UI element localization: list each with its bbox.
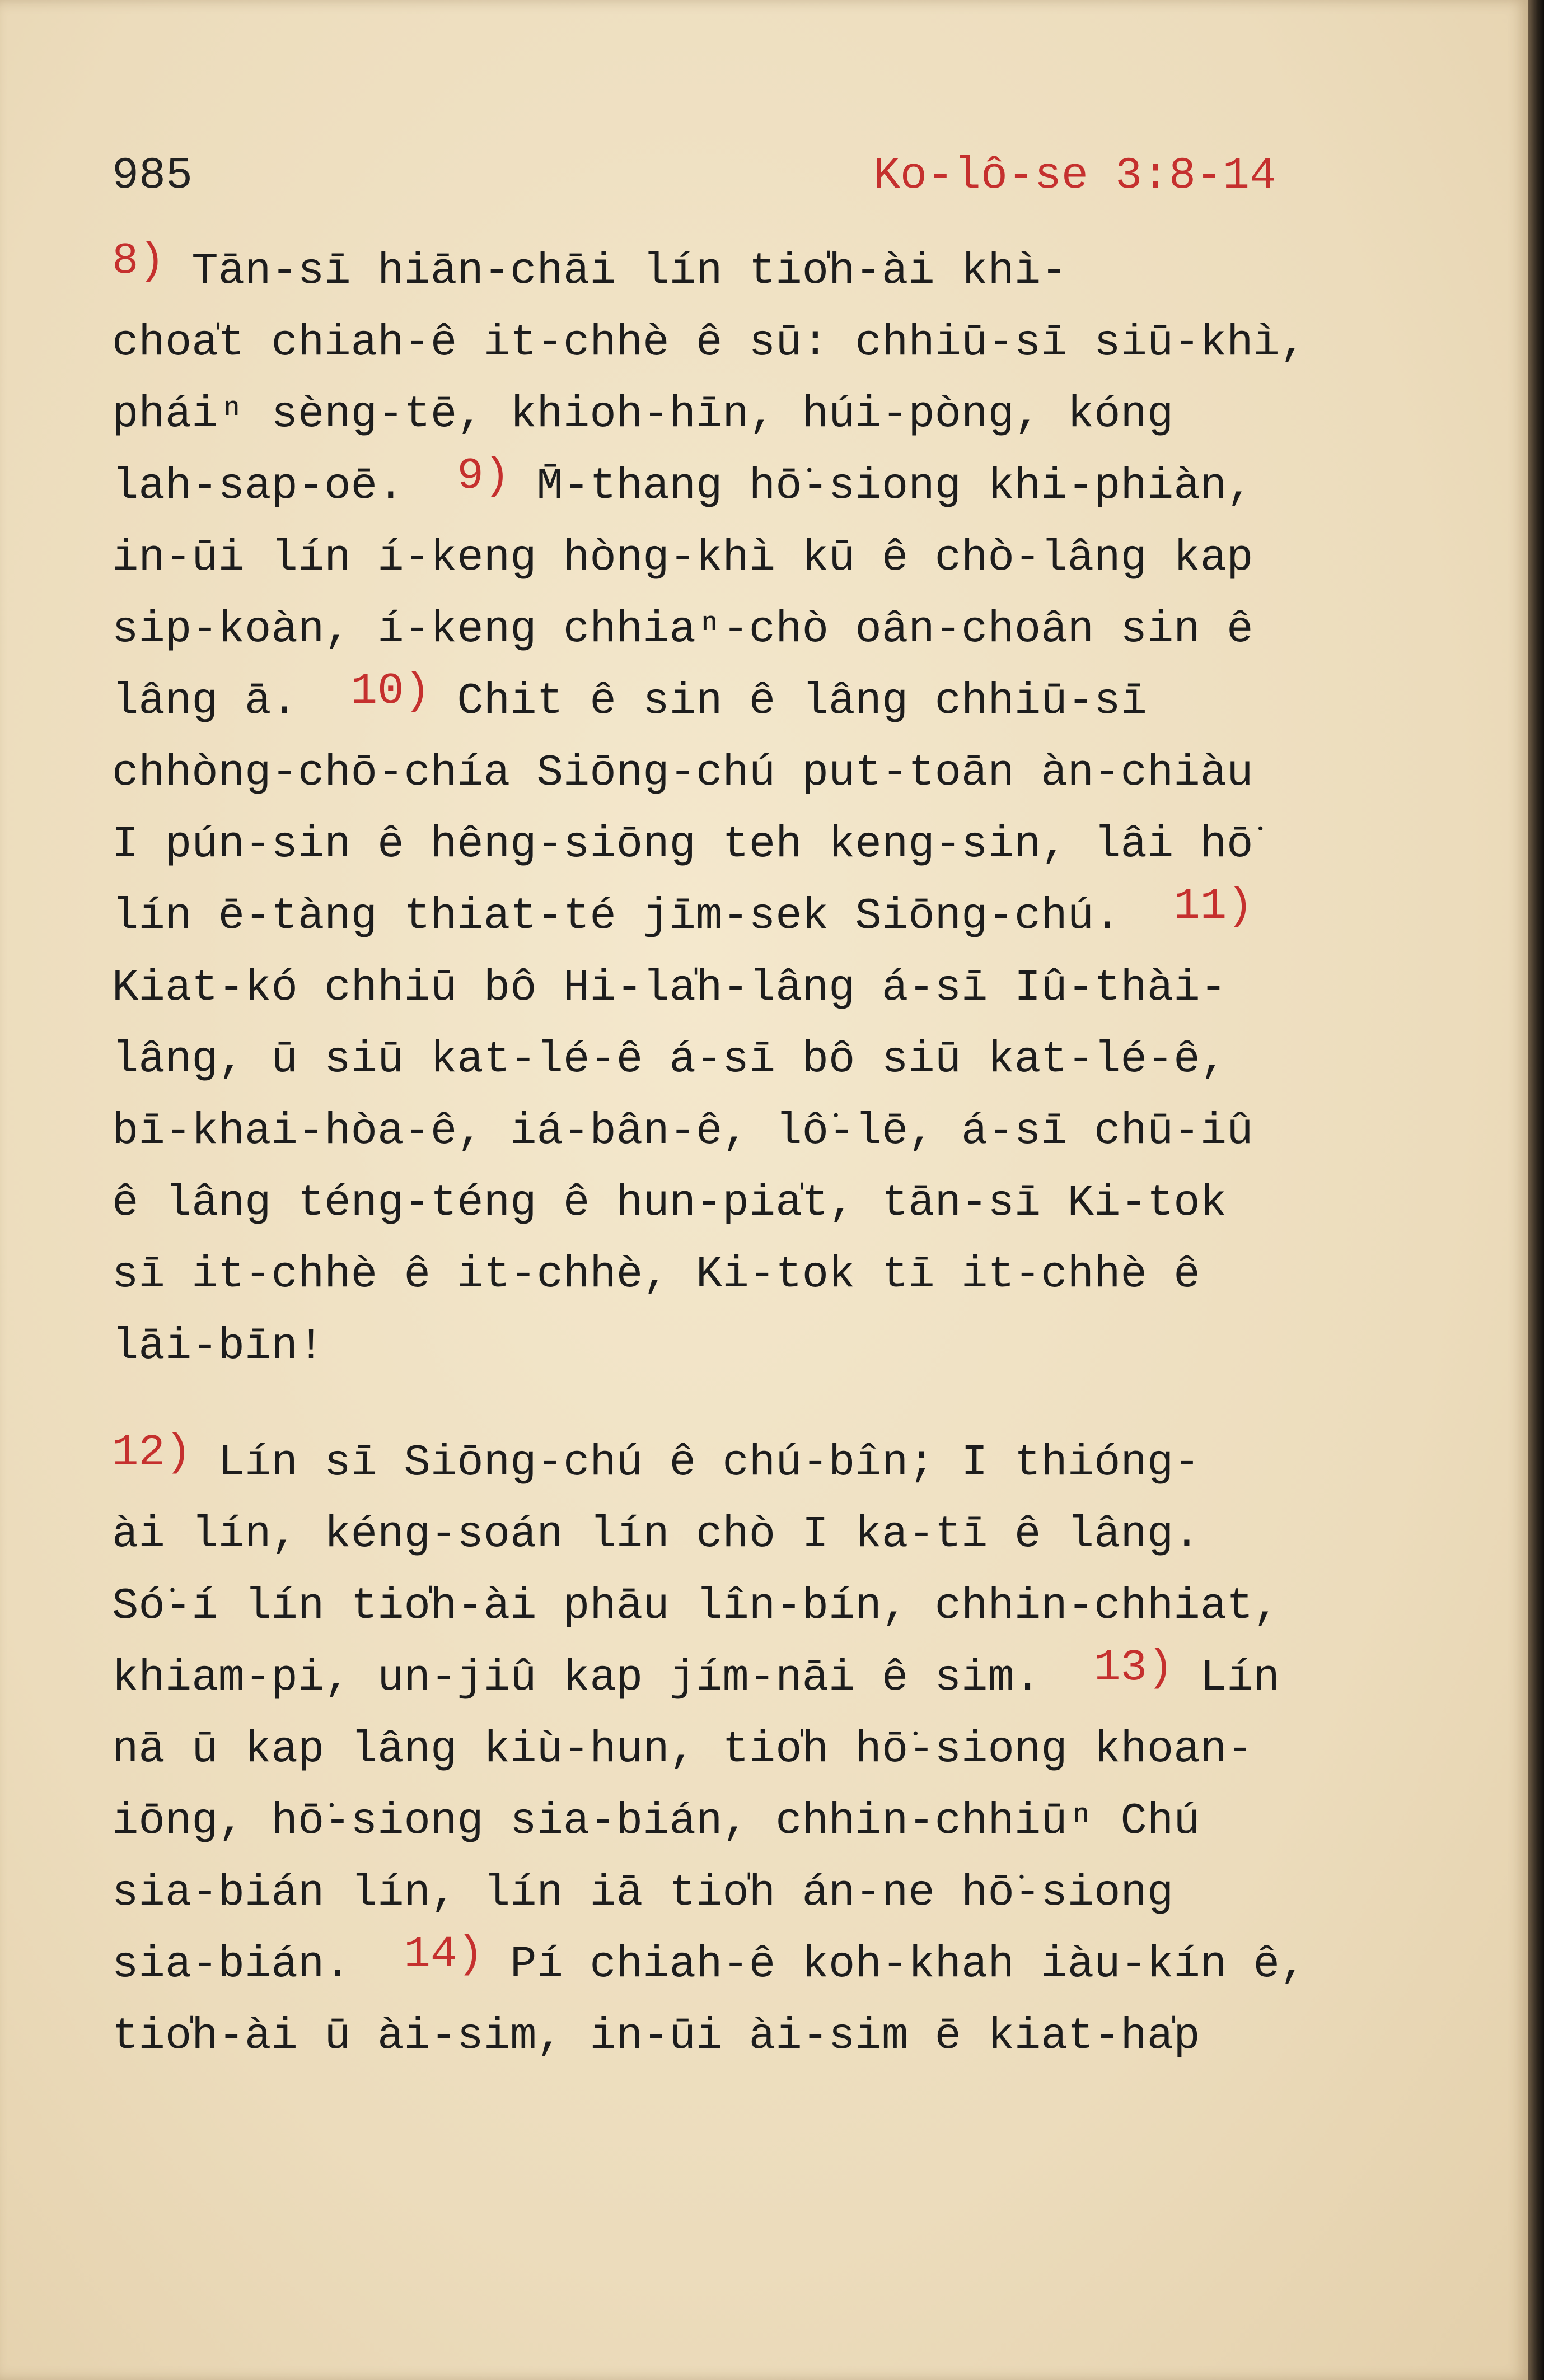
text-line <box>112 1714 1400 1785</box>
verse-text-segment: Lín <box>1173 1653 1280 1703</box>
text-line <box>112 522 1400 594</box>
verse-text-segment: iōng, hō͘-siong sia-bián, chhin-chhiūⁿ Chú <box>112 1796 1200 1846</box>
verse-text-segment: M̄-thang hō͘-siong khi-phiàn, <box>510 461 1253 511</box>
text-line <box>112 450 1400 522</box>
verse-number: 8) <box>112 236 165 286</box>
verse-text-segment: sip-koàn, í-keng chhiaⁿ-chò oân-choân sin ê <box>112 604 1253 655</box>
text-line <box>112 809 1400 880</box>
verse-text-segment: ài lín, kéng-soán lín chò I ka-tī ê lâng. <box>112 1509 1200 1560</box>
text-line <box>112 1239 1400 1310</box>
text-line <box>112 952 1400 1024</box>
text-line <box>112 737 1400 809</box>
verse-text-segment: ê lâng téng-téng ê hun-pia̍t, tān-sī Ki-tok <box>112 1178 1227 1228</box>
verse-text-segment: in-ūi lín í-keng hòng-khì kū ê chò-lâng kap <box>112 533 1253 583</box>
text-line <box>112 1929 1400 2000</box>
verse-text-segment: I pún-sin ê hêng-siōng teh keng-sin, lâi hō͘ <box>112 819 1253 870</box>
verse-text-segment: chhòng-chō-chía Siōng-chú put-toān àn-chiàu <box>112 748 1253 798</box>
verse-text-segment: bī-khai-hòa-ê, iá-bân-ê, lô͘-lē, á-sī chū-iû <box>112 1106 1253 1156</box>
paragraph <box>112 235 1400 1382</box>
verse-number: 11) <box>1173 881 1253 931</box>
chapter-reference: Ko-lô-se 3:8-14 <box>873 151 1276 202</box>
text-line <box>112 1427 1400 1499</box>
verse-number: 13) <box>1094 1642 1174 1693</box>
verse-text-segment: sia-bián lín, lín iā tio̍h án-ne hō͘-siong <box>112 1868 1174 1918</box>
text-line <box>112 1499 1400 1570</box>
running-head <box>112 143 1276 210</box>
text-line <box>112 1095 1400 1167</box>
verse-text-segment: lāi-bīn! <box>112 1321 325 1371</box>
page-edge <box>1528 0 1544 2380</box>
text-line <box>112 880 1400 952</box>
verse-text-segment: Chit ê sin ê lâng chhiū-sī <box>430 676 1147 726</box>
verse-text-segment: sī it-chhè ê it-chhè, Ki-tok tī it-chhè ê <box>112 1249 1200 1300</box>
text-line <box>112 1857 1400 1929</box>
verse-text-segment: tio̍h-ài ū ài-sim, in-ūi ài-sim ē kiat-ha̍p <box>112 2011 1200 2061</box>
verse-text-segment: Lín sī Siōng-chú ê chú-bîn; I thióng- <box>191 1438 1200 1488</box>
verse-text-segment: lín ē-tàng thiat-té jīm-sek Siōng-chú. <box>112 891 1174 941</box>
verse-text-segment: khiam-pi, un-jiû kap jím-nāi ê sim. <box>112 1653 1094 1703</box>
text-line <box>112 1642 1400 1714</box>
text-line <box>112 1570 1400 1642</box>
verse-text-segment: choa̍t chiah-ê it-chhè ê sū: chhiū-sī siū-khì, <box>112 318 1307 368</box>
text-line <box>112 1310 1400 1382</box>
text-line <box>112 1024 1400 1095</box>
text-line <box>112 379 1400 450</box>
text-line <box>112 1167 1400 1239</box>
verse-text-segment: sia-bián. <box>112 1939 404 1990</box>
verse-number: 9) <box>457 451 511 501</box>
verse-number: 12) <box>112 1427 192 1478</box>
text-line <box>112 594 1400 665</box>
verse-text-segment: Tān-sī hiān-chāi lín tio̍h-ài khì- <box>165 246 1068 296</box>
verse-number: 10) <box>350 666 431 716</box>
verse-text-segment: lâng ā. <box>112 676 351 726</box>
text-line <box>112 2000 1400 2072</box>
verse-text-segment: Kiat-kó chhiū bô Hi-la̍h-lâng á-sī Iû-thài- <box>112 963 1227 1013</box>
verse-text-segment: Pí chiah-ê koh-khah iàu-kín ê, <box>483 1939 1307 1990</box>
verse-text <box>112 235 1400 2072</box>
verse-text-segment: pháiⁿ sèng-tē, khioh-hīn, húi-pòng, kóng <box>112 389 1174 440</box>
verse-text-segment: nā ū kap lâng kiù-hun, tio̍h hō͘-siong khoan- <box>112 1724 1253 1775</box>
page-number: 985 <box>112 151 193 202</box>
verse-text-segment: lah-sap-oē. <box>112 461 457 511</box>
text-line <box>112 665 1400 737</box>
text-line <box>112 235 1400 307</box>
paragraph <box>112 1427 1400 2072</box>
verse-number: 14) <box>404 1929 484 1980</box>
verse-text-segment: Só͘-í lín tio̍h-ài phāu lîn-bín, chhin-chhiat, <box>112 1581 1280 1631</box>
verse-text-segment: lâng, ū siū kat-lé-ê á-sī bô siū kat-lé-ê, <box>112 1034 1227 1085</box>
text-line <box>112 1785 1400 1857</box>
text-line <box>112 307 1400 379</box>
